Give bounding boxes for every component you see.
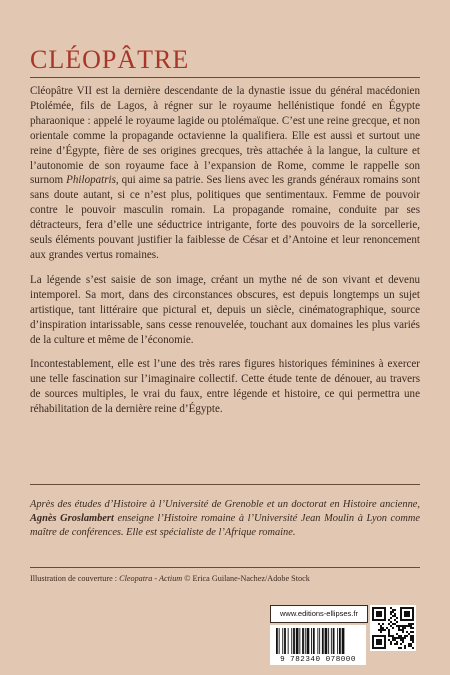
qr-module <box>408 625 410 627</box>
qr-module <box>386 627 388 629</box>
qr-module <box>412 635 414 637</box>
qr-module <box>388 629 390 631</box>
qr-module <box>378 635 380 637</box>
qr-module <box>400 611 402 613</box>
barcode-bar <box>333 628 335 654</box>
qr-module <box>396 621 398 623</box>
qr-module <box>398 629 400 631</box>
qr-module <box>378 615 380 617</box>
barcode-bar <box>299 628 300 654</box>
qr-module <box>400 619 402 621</box>
qr-module <box>378 611 380 613</box>
qr-module <box>410 637 412 639</box>
qr-module <box>396 625 398 627</box>
qr-module <box>402 625 404 627</box>
qr-module <box>384 637 386 639</box>
qr-module <box>410 643 412 645</box>
qr-module <box>392 623 394 625</box>
blurb <box>30 84 420 427</box>
qr-module <box>374 647 376 649</box>
publisher-url[interactable]: www.editions-ellipses.fr <box>270 605 368 623</box>
qr-module <box>384 643 386 645</box>
credit-suffix: © Erica Guilane-Nachez/Adobe Stock <box>182 574 310 583</box>
qr-module <box>380 635 382 637</box>
qr-module <box>388 633 390 635</box>
qr-module <box>400 647 402 649</box>
qr-module <box>390 625 392 627</box>
barcode-bar <box>307 628 310 654</box>
qr-module <box>380 619 382 621</box>
qr-module <box>394 639 396 641</box>
qr-module <box>384 639 386 641</box>
qr-module <box>378 623 380 625</box>
qr-module <box>394 609 396 611</box>
qr-module <box>412 637 414 639</box>
author-bio <box>30 498 420 541</box>
qr-module <box>402 627 404 629</box>
author-bio-after: enseigne l’Histoire romaine à l’Université Jean Moulin à Lyon comme maître de conférences. Elle est spécialiste de l’Afrique romaine. <box>30 513 420 539</box>
p1-italic-surname: Philopatris <box>66 174 116 187</box>
qr-module <box>412 623 414 625</box>
qr-module <box>394 619 396 621</box>
barcode-bar <box>296 628 299 654</box>
qr-module <box>400 609 402 611</box>
qr-module <box>410 645 412 647</box>
qr-module <box>376 641 378 643</box>
qr-module <box>378 613 380 615</box>
qr-module <box>372 635 374 637</box>
qr-module <box>384 619 386 621</box>
qr-module <box>372 613 374 615</box>
qr-module <box>410 635 412 637</box>
qr-module <box>380 641 382 643</box>
qr-module <box>402 637 404 639</box>
qr-module <box>400 629 402 631</box>
barcode-bar <box>313 628 315 654</box>
barcode-bar <box>319 628 320 654</box>
qr-module <box>398 627 400 629</box>
qr-module <box>380 607 382 609</box>
qr-module <box>408 611 410 613</box>
barcode-bar <box>293 628 295 654</box>
qr-module <box>392 615 394 617</box>
qr-module <box>374 619 376 621</box>
qr-module <box>406 619 408 621</box>
qr-module <box>372 617 374 619</box>
qr-module <box>380 631 382 633</box>
blurb-paragraph-1 <box>30 84 420 263</box>
qr-module <box>382 623 384 625</box>
qr-module <box>380 615 382 617</box>
qr-module <box>412 607 414 609</box>
qr-module <box>388 631 390 633</box>
qr-module <box>408 623 410 625</box>
qr-module <box>374 607 376 609</box>
qr-module <box>390 635 392 637</box>
qr-module <box>410 631 412 633</box>
qr-module <box>400 625 402 627</box>
author-divider <box>30 484 420 485</box>
qr-module <box>412 647 414 649</box>
qr-module <box>404 637 406 639</box>
isbn-barcode <box>270 625 366 665</box>
qr-module <box>392 639 394 641</box>
qr-module <box>406 615 408 617</box>
qr-module <box>400 615 402 617</box>
qr-module <box>402 631 404 633</box>
qr-module <box>406 607 408 609</box>
blurb-paragraph-2: La légende s’est saisie de son image, créant un mythe né de son vivant et devenu intemporel. Sa mort, dans des circonstances obscures, est depuis longtemps un sujet artistique, tant littéraire que pictural et, depuis un siècle, cinématographique, source d’inspiration intarissable, sans cesse renouvelée, touchant aux domaines les plus variés de la culture et même de l’économie. <box>30 273 420 346</box>
qr-module <box>410 607 412 609</box>
isbn-digits: 9 782340 078000 <box>280 656 356 664</box>
qr-module <box>410 623 412 625</box>
qr-module <box>412 619 414 621</box>
credit-work: Cleopatra - Actium <box>119 574 183 583</box>
qr-module <box>396 641 398 643</box>
qr-module <box>376 639 378 641</box>
qr-module <box>390 617 392 619</box>
qr-module <box>408 643 410 645</box>
qr-module <box>406 625 408 627</box>
barcode-bar <box>282 628 283 654</box>
qr-module <box>372 609 374 611</box>
qr-module <box>410 639 412 641</box>
qr-module <box>410 619 412 621</box>
qr-module <box>376 619 378 621</box>
credit-prefix: Illustration de couverture : <box>30 574 120 583</box>
qr-module <box>376 613 378 615</box>
qr-module <box>382 647 384 649</box>
credit-divider <box>30 567 420 568</box>
qr-module <box>396 633 398 635</box>
qr-module <box>404 607 406 609</box>
qr-module <box>400 613 402 615</box>
qr-module <box>380 611 382 613</box>
qr-module <box>400 643 402 645</box>
qr-module <box>384 641 386 643</box>
qr-module <box>402 639 404 641</box>
qr-module <box>372 615 374 617</box>
qr-module <box>408 615 410 617</box>
qr-module <box>378 607 380 609</box>
qr-module <box>384 645 386 647</box>
qr-module <box>394 637 396 639</box>
title-divider <box>30 77 420 78</box>
qr-module <box>372 619 374 621</box>
qr-module <box>372 639 374 641</box>
barcode-bar <box>331 628 332 654</box>
qr-module <box>378 641 380 643</box>
qr-module <box>388 623 390 625</box>
qr-module <box>390 607 392 609</box>
qr-module <box>404 645 406 647</box>
qr-module <box>400 635 402 637</box>
qr-module <box>376 647 378 649</box>
qr-module <box>406 635 408 637</box>
qr-module <box>404 615 406 617</box>
qr-module <box>406 611 408 613</box>
qr-module <box>394 615 396 617</box>
qr-module <box>380 647 382 649</box>
qr-module <box>384 635 386 637</box>
qr-module <box>372 611 374 613</box>
qr-module <box>402 619 404 621</box>
qr-module <box>380 629 382 631</box>
qr-module <box>406 613 408 615</box>
qr-module <box>378 619 380 621</box>
qr-module <box>400 617 402 619</box>
qr-module <box>372 637 374 639</box>
qr-module <box>376 607 378 609</box>
qr-module <box>400 639 402 641</box>
qr-module <box>412 611 414 613</box>
qr-module <box>372 641 374 643</box>
barcode-bars-icon <box>270 625 366 656</box>
qr-module <box>382 607 384 609</box>
qr-module <box>392 609 394 611</box>
qr-module <box>376 611 378 613</box>
qr-module <box>376 615 378 617</box>
qr-module <box>384 607 386 609</box>
blurb-paragraph-3: Incontestablement, elle est l’une des très rares figures historiques féminines à exercer une telle fascination sur l’imaginaire collectif. Cette étude tente de dénouer, au travers de sources multiples, le vrai du faux, entre légende et histoire, ce qui permettra une réhabilitation de la dernière reine d’Égypte. <box>30 358 420 416</box>
qr-module <box>392 627 394 629</box>
barcode-bar <box>339 628 341 654</box>
barcode-bar <box>322 628 324 654</box>
qr-module <box>374 635 376 637</box>
qr-module <box>404 613 406 615</box>
qr-module <box>412 641 414 643</box>
qr-module <box>412 627 414 629</box>
qr-module <box>380 625 382 627</box>
qr-module <box>412 617 414 619</box>
illustration-credit <box>30 574 310 583</box>
qr-code[interactable] <box>370 605 416 651</box>
qr-module <box>380 643 382 645</box>
qr-module <box>394 623 396 625</box>
qr-module <box>388 639 390 641</box>
barcode-bar <box>302 628 304 654</box>
qr-module <box>390 643 392 645</box>
qr-module <box>402 607 404 609</box>
qr-module <box>400 607 402 609</box>
qr-module <box>378 647 380 649</box>
qr-module <box>404 627 406 629</box>
qr-module <box>376 635 378 637</box>
qr-module <box>384 647 386 649</box>
qr-module <box>404 611 406 613</box>
author-name: Agnès Groslambert <box>30 513 114 525</box>
qr-module <box>372 643 374 645</box>
barcode-bar <box>284 628 286 654</box>
qr-module <box>408 613 410 615</box>
qr-module <box>384 615 386 617</box>
qr-module <box>388 635 390 637</box>
barcode-bar <box>288 628 289 654</box>
qr-module <box>384 629 386 631</box>
barcode-bar <box>305 628 306 654</box>
qr-module <box>396 643 398 645</box>
barcode-bar <box>311 628 312 654</box>
qr-module <box>380 613 382 615</box>
qr-module <box>388 619 390 621</box>
qr-module <box>382 619 384 621</box>
qr-module <box>376 643 378 645</box>
qr-module <box>408 633 410 635</box>
qr-module <box>378 643 380 645</box>
barcode-bar <box>337 628 338 654</box>
qr-module <box>372 645 374 647</box>
qr-module <box>378 629 380 631</box>
barcode-bar <box>325 628 328 654</box>
barcode-bar <box>279 628 280 654</box>
p1-text-b: , qui aime sa patrie. Ses liens avec les grands généraux romains sont sans doute autant, si ce n’est plus, politiques que sentimentaux. Femme de pouvoir contre le pouvoir masculin romain. La propagande romaine, conduite par ses détracteurs, fera d’elle une séductrice intrigante, forte des pouvoirs de la sorcellerie, seuls éléments pouvant justifier la faiblesse de César et d’Antoine et leur renoncement aux grandes vertus romaines. <box>30 174 421 261</box>
book-title: CLÉOPÂTRE <box>30 45 190 75</box>
qr-module <box>392 637 394 639</box>
qr-module <box>394 643 396 645</box>
barcode-area <box>270 605 420 665</box>
qr-module <box>372 607 374 609</box>
qr-module <box>408 619 410 621</box>
qr-module <box>410 625 412 627</box>
qr-module <box>380 627 382 629</box>
qr-module <box>398 647 400 649</box>
qr-module <box>396 637 398 639</box>
qr-module <box>398 625 400 627</box>
barcode-bar <box>291 628 292 654</box>
qr-module <box>406 631 408 633</box>
qr-module <box>412 609 414 611</box>
author-bio-before: Après des études d’Histoire à l’Université de Grenoble et un doctorat en Histoire ancienne, <box>30 499 420 510</box>
qr-module <box>408 645 410 647</box>
qr-module <box>382 629 384 631</box>
qr-module <box>384 613 386 615</box>
qr-module <box>384 611 386 613</box>
p1-text-a: Cléopâtre VII est la dernière descendante de la dynastie issue du général macédonien Ptolémée, fils de Lagos, à régner sur le royaume hellénistique fondé en Égypte pharaonique : appelé le royaume lagide ou ptolémaïque. C’est une reine grecque, et non orientale comme la propagande octavienne la qualifiera. Elle est aussi et surtout une reine d’Égypte, fière de ses origines grecques, très attachée à la langue, la culture et l’autonomie de son royaume face à l’expansion de Rome, comme le rappelle son surnom <box>30 85 420 187</box>
qr-module <box>398 635 400 637</box>
qr-module <box>382 627 384 629</box>
qr-module <box>396 617 398 619</box>
qr-module <box>392 635 394 637</box>
qr-module <box>382 635 384 637</box>
qr-module <box>412 613 414 615</box>
qr-module <box>372 647 374 649</box>
qr-module <box>400 637 402 639</box>
qr-module <box>412 615 414 617</box>
qr-module <box>380 639 382 641</box>
qr-code-icon <box>370 605 416 651</box>
qr-module <box>378 639 380 641</box>
qr-module <box>398 637 400 639</box>
qr-module <box>408 607 410 609</box>
qr-module <box>390 613 392 615</box>
qr-module <box>404 625 406 627</box>
qr-module <box>392 611 394 613</box>
qr-module <box>384 609 386 611</box>
qr-module <box>410 627 412 629</box>
barcode-bar <box>328 628 329 654</box>
qr-module <box>404 647 406 649</box>
qr-module <box>390 611 392 613</box>
qr-module <box>412 639 414 641</box>
qr-module <box>412 631 414 633</box>
qr-module <box>404 635 406 637</box>
qr-module <box>402 629 404 631</box>
qr-module <box>402 641 404 643</box>
barcode-bar <box>276 628 278 654</box>
qr-module <box>384 617 386 619</box>
qr-module <box>390 621 392 623</box>
qr-module <box>404 619 406 621</box>
qr-module <box>394 613 396 615</box>
barcode-bar <box>317 628 318 654</box>
barcode-bar <box>342 628 345 654</box>
qr-module <box>390 641 392 643</box>
